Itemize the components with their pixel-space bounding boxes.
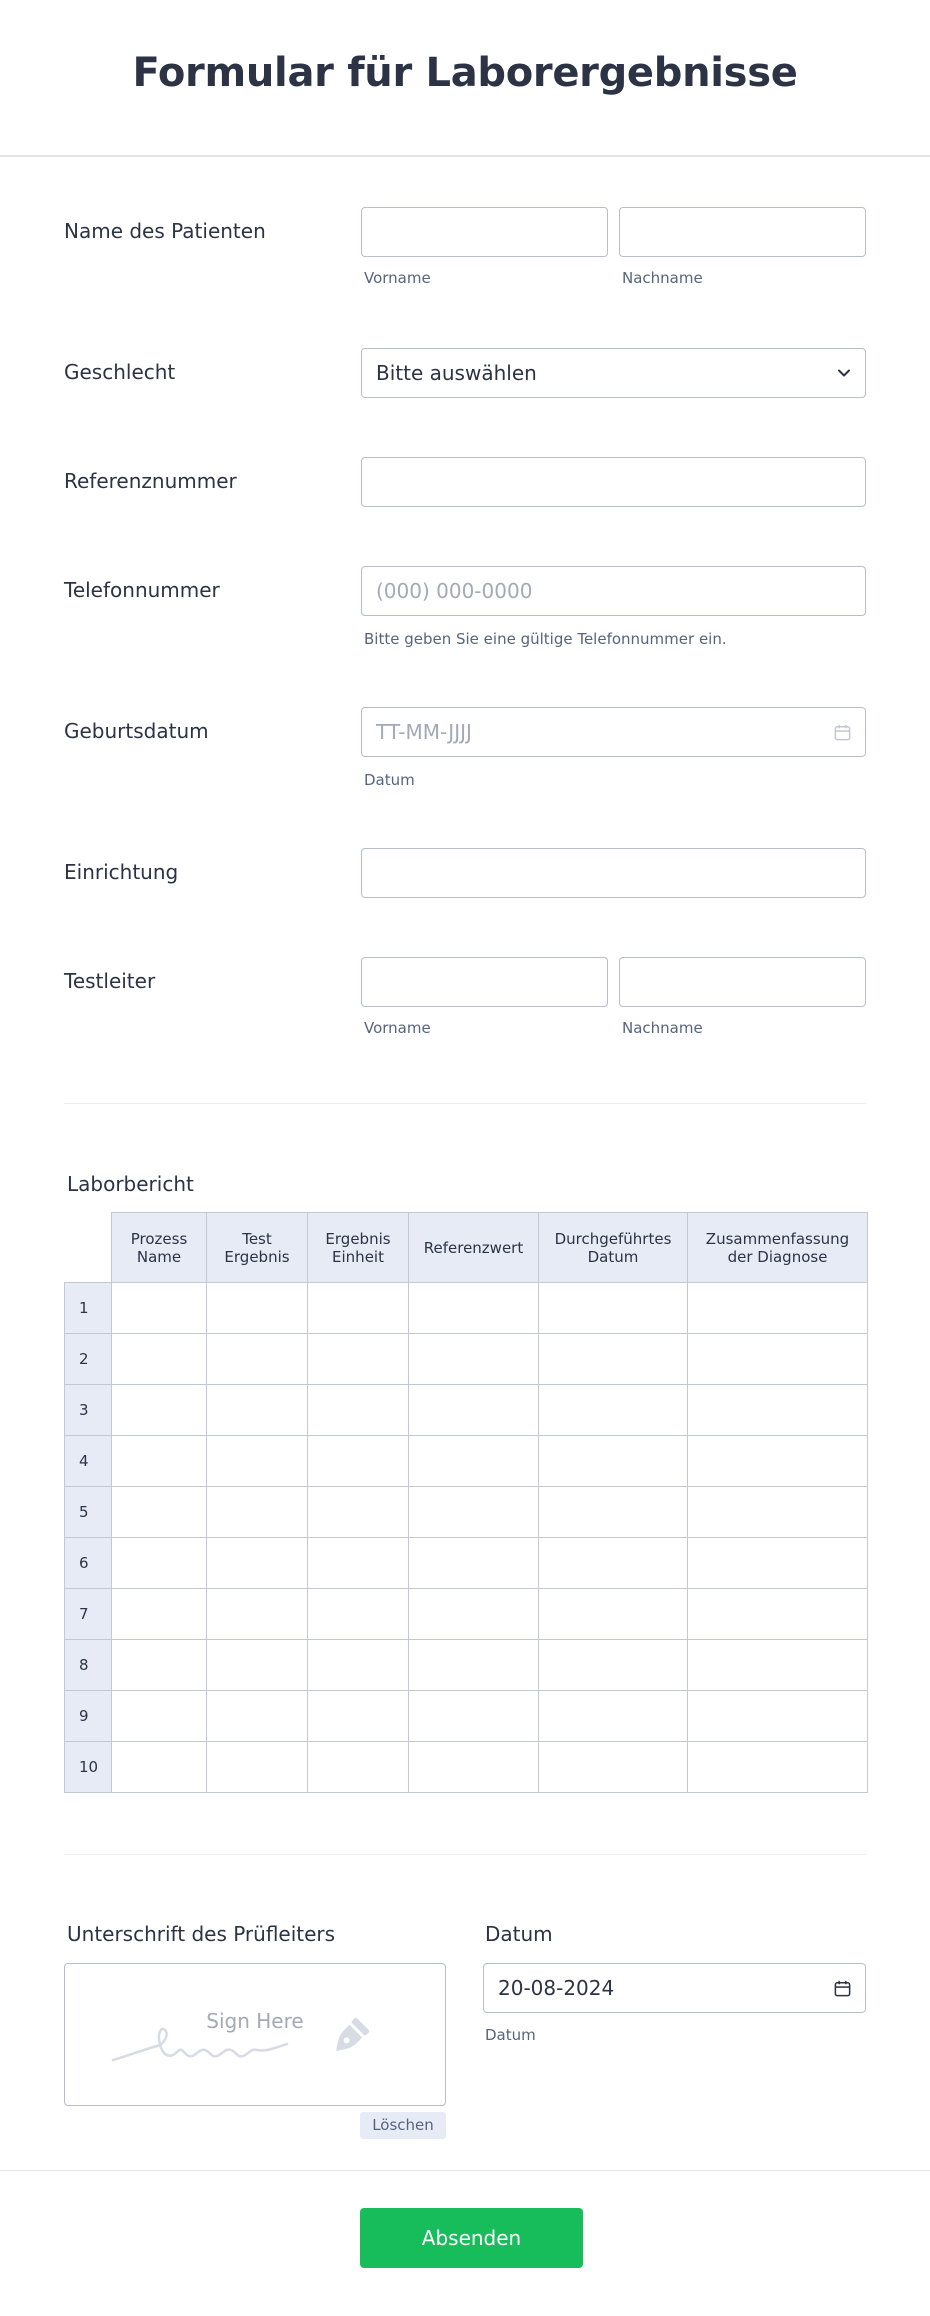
table-row-label: 8	[65, 1640, 112, 1691]
lab-report-table	[64, 1212, 868, 1793]
table-cell-input[interactable]	[207, 1640, 308, 1691]
birthdate-placeholder: TT-MM-JJJJ	[376, 720, 472, 744]
table-cell-input[interactable]	[207, 1283, 308, 1334]
patient-first-name-input[interactable]	[361, 207, 608, 257]
table-row	[65, 1589, 868, 1640]
table-cell-input[interactable]	[539, 1640, 688, 1691]
table-cell-input[interactable]	[539, 1385, 688, 1436]
chevron-down-icon	[837, 366, 851, 380]
date-value: 20-08-2024	[498, 1976, 615, 2000]
pen-nib-icon	[329, 2017, 370, 2058]
examiner-last-name-input[interactable]	[619, 957, 866, 1007]
form-header	[0, 0, 930, 157]
table-cell-input[interactable]	[112, 1742, 207, 1793]
examiner-first-name-sublabel: Vorname	[364, 1019, 431, 1037]
table-cell-input[interactable]	[539, 1742, 688, 1793]
gender-select[interactable]	[361, 348, 866, 398]
table-column-header	[409, 1213, 539, 1283]
phone-hint: Bitte geben Sie eine gültige Telefonnummer ein.	[364, 630, 727, 648]
section-divider	[64, 1854, 866, 1855]
table-cell-input[interactable]	[207, 1487, 308, 1538]
phone-placeholder: (000) 000-0000	[376, 579, 533, 603]
table-cell-input[interactable]	[688, 1385, 868, 1436]
column-header-text: Prozess	[130, 1229, 188, 1248]
column-header-text: der Diagnose	[727, 1247, 828, 1266]
calendar-icon[interactable]	[833, 1979, 852, 1998]
table-cell-input[interactable]	[409, 1385, 539, 1436]
table-row	[65, 1334, 868, 1385]
table-row	[65, 1742, 868, 1793]
submit-button[interactable]: Absenden	[360, 2208, 583, 2268]
table-cell-input[interactable]	[112, 1589, 207, 1640]
table-cell-input[interactable]	[308, 1385, 409, 1436]
table-cell-input[interactable]	[207, 1589, 308, 1640]
table-row	[65, 1640, 868, 1691]
phone-input[interactable]	[361, 566, 866, 616]
table-cell-input[interactable]	[207, 1436, 308, 1487]
section-divider	[64, 1103, 866, 1104]
table-cell-input[interactable]	[409, 1538, 539, 1589]
table-cell-input[interactable]	[409, 1691, 539, 1742]
table-row-label: 7	[65, 1589, 112, 1640]
footer-divider	[0, 2170, 930, 2171]
table-cell-input[interactable]	[539, 1487, 688, 1538]
table-cell-input[interactable]	[688, 1334, 868, 1385]
signature-clear-button[interactable]: Löschen	[360, 2112, 446, 2139]
table-cell-input[interactable]	[688, 1640, 868, 1691]
table-cell-input[interactable]	[112, 1691, 207, 1742]
table-row-label: 9	[65, 1691, 112, 1742]
signature-placeholder-graphic	[65, 1964, 445, 2105]
table-cell-input[interactable]	[688, 1487, 868, 1538]
table-cell-input[interactable]	[539, 1691, 688, 1742]
table-cell-input[interactable]	[308, 1691, 409, 1742]
date-sublabel: Datum	[485, 2026, 536, 2044]
table-cell-input[interactable]	[409, 1334, 539, 1385]
table-cell-input[interactable]	[409, 1589, 539, 1640]
reference-number-input[interactable]	[361, 457, 866, 507]
gender-label: Geschlecht	[64, 360, 176, 384]
facility-label: Einrichtung	[64, 860, 179, 884]
table-cell-input[interactable]	[539, 1538, 688, 1589]
column-header-text: Ergebnis	[224, 1247, 290, 1266]
table-row	[65, 1538, 868, 1589]
birthdate-input[interactable]	[361, 707, 866, 757]
table-cell-input[interactable]	[308, 1436, 409, 1487]
table-cell-input[interactable]	[539, 1589, 688, 1640]
birthdate-sublabel: Datum	[364, 771, 415, 789]
patient-last-name-input[interactable]	[619, 207, 866, 257]
column-header-text: Zusammenfassung	[705, 1229, 850, 1248]
table-column-header	[688, 1213, 868, 1283]
signature-label: Unterschrift des Prüfleiters	[67, 1922, 336, 1946]
table-column-header	[308, 1213, 409, 1283]
table-cell-input[interactable]	[112, 1487, 207, 1538]
table-cell-input[interactable]	[112, 1436, 207, 1487]
patient-name-label: Name des Patienten	[64, 219, 266, 243]
table-row-label: 4	[65, 1436, 112, 1487]
date-label: Datum	[485, 1922, 553, 1946]
table-cell-input[interactable]	[688, 1538, 868, 1589]
table-column-header	[112, 1213, 207, 1283]
column-header-text: Einheit	[332, 1247, 384, 1266]
table-row	[65, 1385, 868, 1436]
table-cell-input[interactable]	[207, 1742, 308, 1793]
table-cell-input[interactable]	[409, 1640, 539, 1691]
table-cell-input[interactable]	[539, 1436, 688, 1487]
table-cell-input[interactable]	[207, 1385, 308, 1436]
patient-last-name-sublabel: Nachname	[622, 269, 703, 287]
column-header-text: Ergebnis	[325, 1229, 391, 1248]
table-row-label: 1	[65, 1283, 112, 1334]
examiner-last-name-sublabel: Nachname	[622, 1019, 703, 1037]
facility-input[interactable]	[361, 848, 866, 898]
gender-selected-value: Bitte auswählen	[376, 361, 537, 385]
table-cell-input[interactable]	[688, 1742, 868, 1793]
table-cell-input[interactable]	[308, 1334, 409, 1385]
table-cell-input[interactable]	[308, 1487, 409, 1538]
table-cell-input[interactable]	[308, 1640, 409, 1691]
column-header-text: Test	[242, 1229, 272, 1248]
calendar-icon[interactable]	[833, 723, 852, 742]
table-row	[65, 1436, 868, 1487]
birthdate-label: Geburtsdatum	[64, 719, 209, 743]
table-cell-input[interactable]	[539, 1283, 688, 1334]
column-header-text: Name	[136, 1247, 182, 1266]
table-cell-input[interactable]	[539, 1334, 688, 1385]
table-cell-input[interactable]	[308, 1589, 409, 1640]
table-cell-input[interactable]	[688, 1436, 868, 1487]
table-cell-input[interactable]	[207, 1538, 308, 1589]
examiner-label: Testleiter	[64, 969, 156, 993]
column-header-text: Referenzwert	[423, 1238, 524, 1257]
table-row	[65, 1691, 868, 1742]
table-cell-input[interactable]	[409, 1742, 539, 1793]
table-cell-input[interactable]	[112, 1538, 207, 1589]
date-input[interactable]	[483, 1963, 866, 2013]
table-row-label: 3	[65, 1385, 112, 1436]
table-cell-input[interactable]	[688, 1283, 868, 1334]
table-cell-input[interactable]	[207, 1691, 308, 1742]
table-column-header	[207, 1213, 308, 1283]
signature-placeholder-text: Sign Here	[206, 2009, 304, 2033]
phone-label: Telefonnummer	[64, 578, 220, 602]
table-cell-input[interactable]	[112, 1385, 207, 1436]
signature-pad[interactable]	[64, 1963, 446, 2106]
table-cell-input[interactable]	[112, 1640, 207, 1691]
lab-report-label: Laborbericht	[67, 1172, 194, 1196]
table-cell-input[interactable]	[207, 1334, 308, 1385]
table-cell-input[interactable]	[112, 1334, 207, 1385]
table-row-label: 6	[65, 1538, 112, 1589]
table-cell-input[interactable]	[308, 1742, 409, 1793]
reference-number-label: Referenznummer	[64, 469, 237, 493]
examiner-first-name-input[interactable]	[361, 957, 608, 1007]
table-cell-input[interactable]	[409, 1436, 539, 1487]
table-column-header	[539, 1213, 688, 1283]
table-cell-input[interactable]	[409, 1487, 539, 1538]
table-row	[65, 1283, 868, 1334]
table-cell-input[interactable]	[409, 1283, 539, 1334]
table-cell-input[interactable]	[688, 1589, 868, 1640]
table-corner	[65, 1213, 112, 1283]
table-row-label: 5	[65, 1487, 112, 1538]
table-cell-input[interactable]	[688, 1691, 868, 1742]
table-row-label: 2	[65, 1334, 112, 1385]
table-row	[65, 1487, 868, 1538]
form-title: Formular für Laborergebnisse	[132, 50, 798, 96]
table-cell-input[interactable]	[308, 1283, 409, 1334]
table-cell-input[interactable]	[308, 1538, 409, 1589]
table-row-label: 10	[65, 1742, 112, 1793]
table-cell-input[interactable]	[112, 1283, 207, 1334]
column-header-text: Durchgeführtes	[554, 1229, 672, 1248]
patient-first-name-sublabel: Vorname	[364, 269, 431, 287]
column-header-text: Datum	[587, 1247, 639, 1266]
